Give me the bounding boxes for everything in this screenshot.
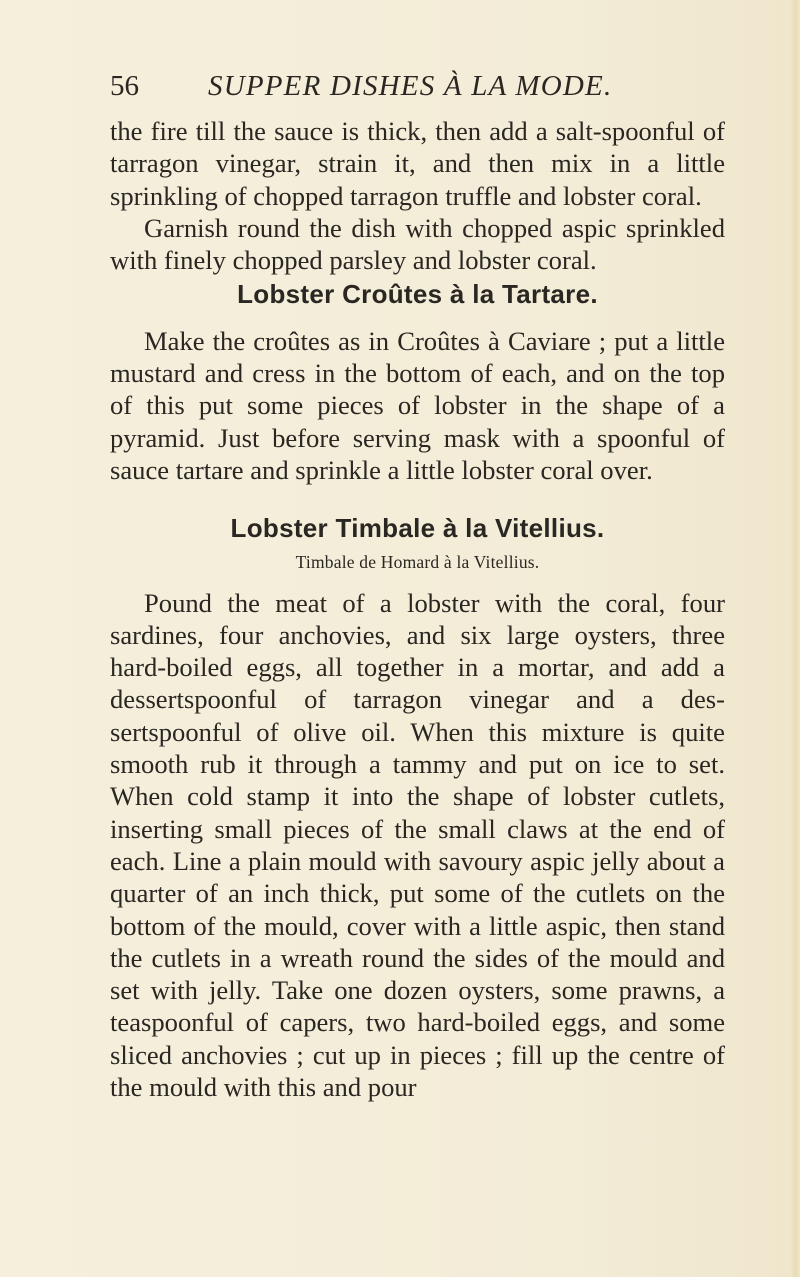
page-body [110,115,725,1103]
paragraph-croutes: Make the croûtes as in Croûtes à Caviare ; put a little mustard and cress in the bottom of each, and on the top of this put some pieces of lobster in the shape of a pyramid. Just before serving mask with a spoonful of sauce tartare and sprinkle a little lobster coral over. [110,325,725,485]
page-header [110,70,720,110]
paragraph-timbale: Pound the meat of a lobster with the coral, four sardines, four anchovies, and six large oysters, three hard-boiled eggs, all together in a mortar, and add a dessertspoonful of tarragon vinegar and a des-sertspoonful of olive oil. When this mixture is quite smooth rub it through a tammy and put on ice to set. When cold stamp it into the shape of lobster cutlets, inserting small pieces of the small claws at the end of each. Line a plain mould with savoury aspic jelly about a quarter of an inch thick, put some of the cutlets on the bottom of the mould, cover with a little aspic, then stand the cutlets in a wreath round the sides of the mould and set with jelly. Take one dozen oysters, some prawns, a teaspoonful of capers, two hard-boiled eggs, and some sliced anchovies ; cut up in pieces ; fill up the centre of the mould with this and pour [110,587,725,1103]
paragraph-garnish: Garnish round the dish with chopped aspic sprinkled with finely chopped parsley and lobster coral. [110,212,725,276]
running-title: SUPPER DISHES À LA MODE. [208,70,613,102]
page-number: 56 [110,70,139,102]
recipe-subheading-french: Timbale de Homard à la Vitellius. [295,551,540,572]
recipe-heading-lobster-croutes: Lobster Croûtes à la Tartare. [237,279,598,310]
page-edge-shadow [790,0,800,1277]
paragraph-continuation: the fire till the sauce is thick, then add a salt-spoonful of tarragon vinegar, strain it, and then mix in a little sprinkling of chopped tarragon truffle and lobster coral. [110,116,725,211]
recipe-heading-lobster-timbale: Lobster Timbale à la Vitellius. [230,513,605,544]
